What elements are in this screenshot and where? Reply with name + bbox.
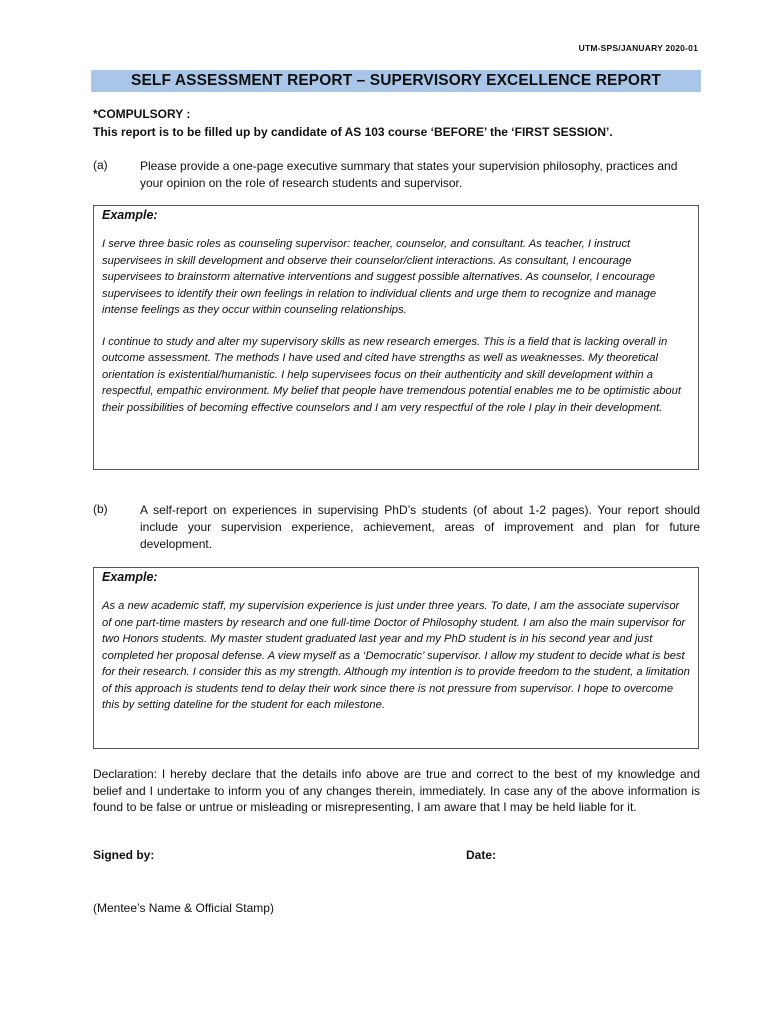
report-title-bar bbox=[91, 70, 701, 92]
example-a-paragraph-1: I serve three basic roles as counseling supervisor: teacher, counselor, and consultant. As teacher, I instruct supervisees in skill development and observe their counselor/client interactions. As consultant, I encourage supervisees to brainstorm alternative interventions and suggest possible alternatives. As counselor, I encourage supervisees to identify their own feelings in relation to individual clients and urge them to recognize and manage intense feelings as they occur within counseling relationships. bbox=[102, 238, 657, 316]
example-box-a bbox=[93, 205, 699, 470]
report-title: SELF ASSESSMENT REPORT – SUPERVISORY EXCELLENCE REPORT bbox=[131, 72, 661, 89]
section-b-label: (b) bbox=[93, 502, 108, 516]
example-a-paragraph-2: I continue to study and alter my supervisory skills as new research emerges. This is a field that is lacking overall in outcome assessment. The methods I have used and cited have strengths as well as weaknesses. My theoretical orientation is existential/humanistic. I help supervisees focus on their authenticity and skill development within a respectful, empathic environment. My belief that people have tremendous potential enables me to be optimistic about their possibilities of becoming effective counselors and I am very respectful of the role I play in their development. bbox=[102, 335, 681, 414]
declaration-text: Declaration: I hereby declare that the details info above are true and correct to the best of my knowledge and belief and I undertake to inform you of any changes therein, immediately. In case any of the above information is found to be false or untrue or misleading or misrepresenting, I am aware that I may be held liable for it. bbox=[93, 767, 700, 814]
document-code: UTM-SPS/JANUARY 2020-01 bbox=[578, 43, 698, 53]
example-box-b bbox=[93, 567, 699, 749]
compulsory-label: *COMPULSORY : bbox=[93, 107, 191, 121]
example-a-title: Example: bbox=[102, 208, 158, 222]
section-b-text: A self-report on experiences in supervising PhD’s students (of about 1-2 pages). Your report should include your supervision experience, achievement, areas of improvement and plan for future development. bbox=[140, 503, 700, 551]
date-label: Date: bbox=[466, 848, 497, 862]
section-a-label: (a) bbox=[93, 158, 108, 172]
section-a-text: Please provide a one-page executive summary that states your supervision philosophy, practices and your opinion on the role of research students and supervisor. bbox=[140, 159, 678, 190]
example-b-title: Example: bbox=[102, 570, 158, 584]
example-b-paragraph-1: As a new academic staff, my supervision experience is just under three years. To date, I am the associate supervisor of one part-time masters by research and one full-time Doctor of Philosophy student. I am also the main supervisor for two Honors students. My master student graduated last year and my PhD student is in his second year and just completed her proposal defense. A view myself as a ‘Democratic’ supervisor. I allow my student to decide what is best for their research. I consider this as my strength. Although my intention is to provide freedom to the student, a limitation of this approach is students tend to delay their work since there is not pressure from supervisor. I hope to overcome this by setting dateline for the student for each milestone. bbox=[102, 600, 690, 711]
signed-by-label: Signed by: bbox=[93, 848, 155, 862]
stamp-label: (Mentee’s Name & Official Stamp) bbox=[93, 901, 274, 915]
instruction-text: This report is to be filled up by candidate of AS 103 course ‘BEFORE’ the ‘FIRST SESSION’. bbox=[93, 125, 613, 139]
